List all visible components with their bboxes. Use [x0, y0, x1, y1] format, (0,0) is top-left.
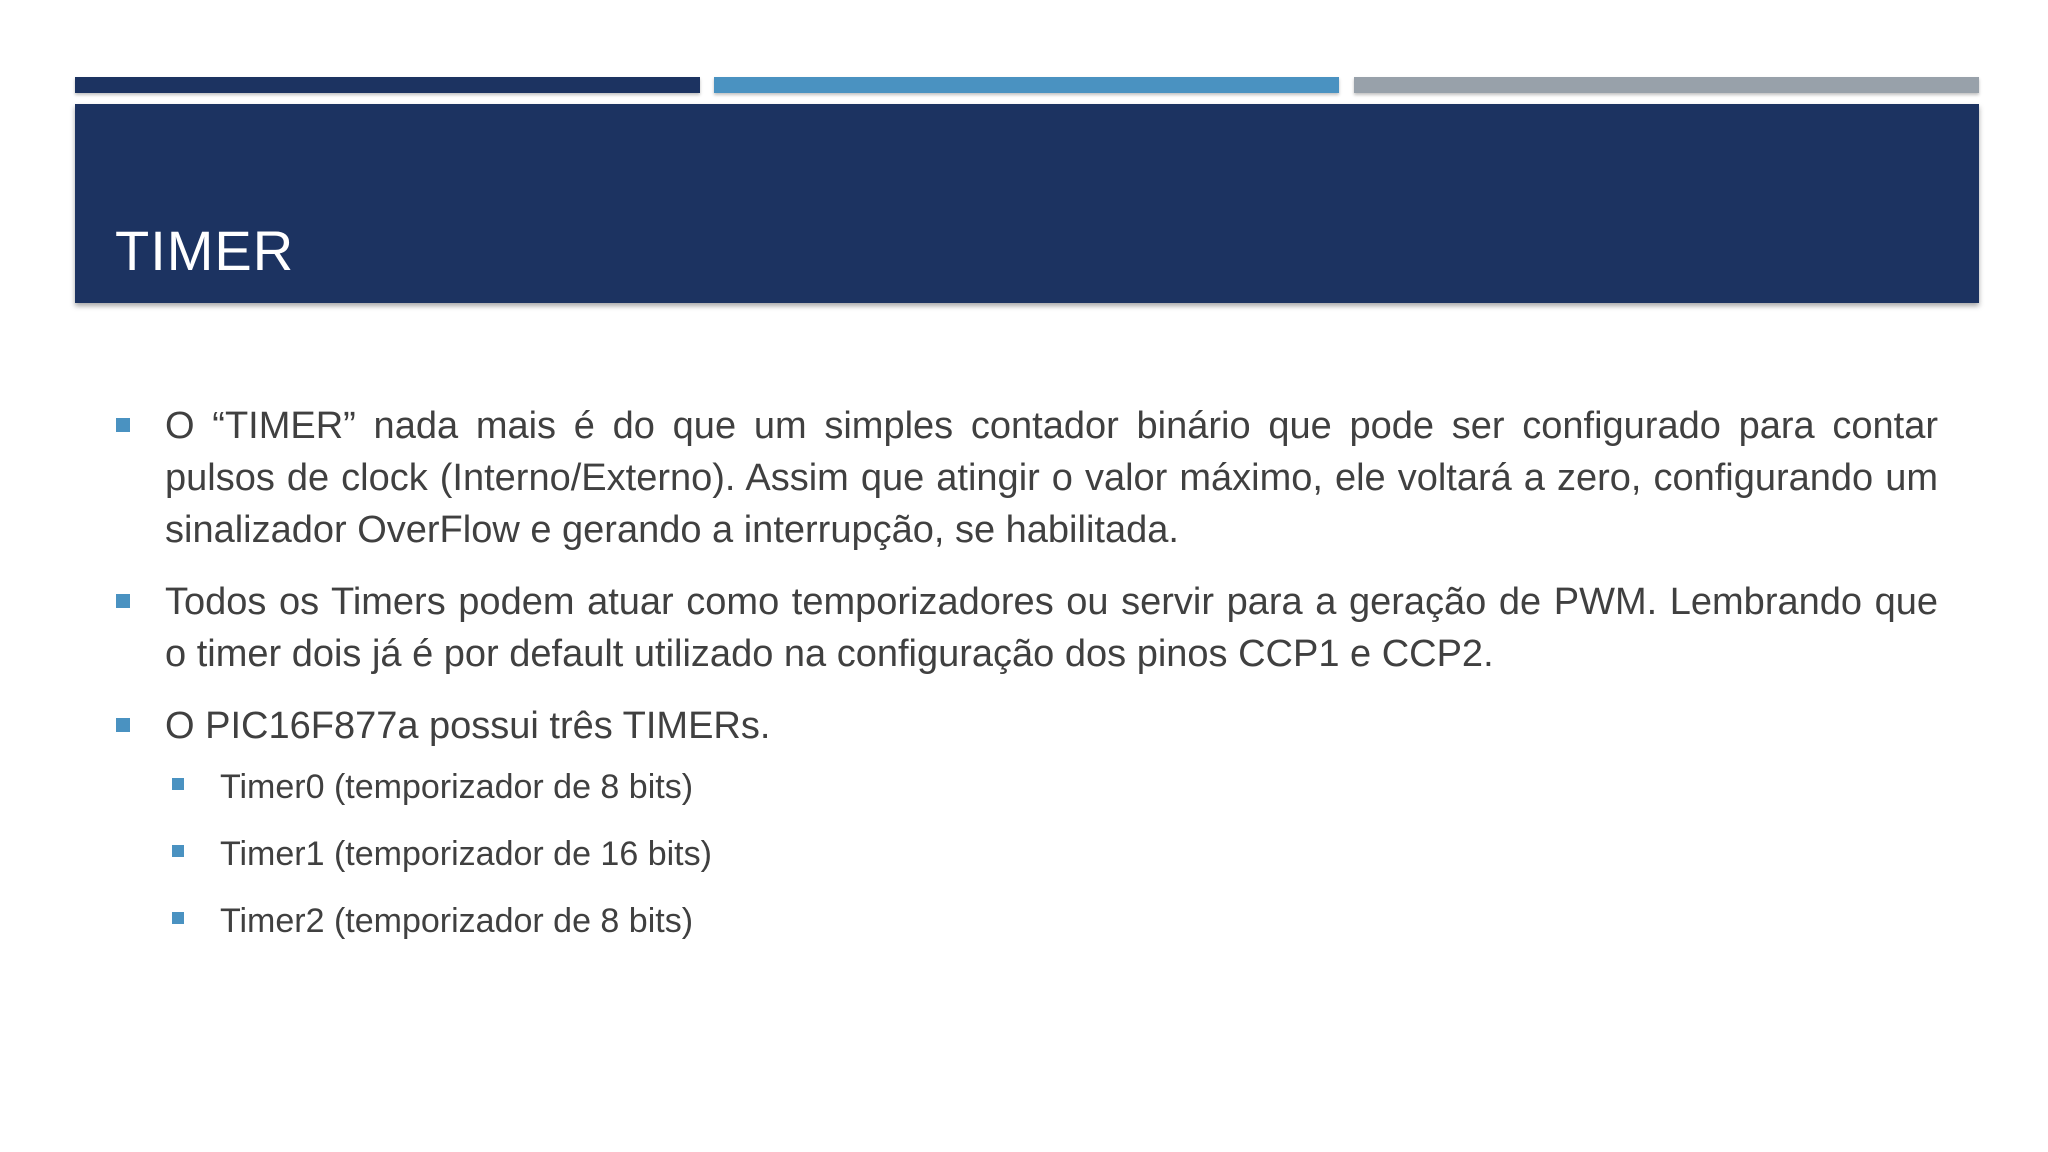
- sub-bullet-text: Timer2 (temporizador de 8 bits): [220, 902, 694, 940]
- square-bullet-icon: [172, 912, 184, 924]
- sub-bullet-item: [115, 764, 1938, 810]
- square-bullet-icon: [172, 778, 184, 790]
- bullet-text: Todos os Timers podem atuar como temporizadores ou servir para a geração de PWM. Lembrando que o timer dois já é por default utilizado na configuração dos pinos CCP1 e CCP2.: [165, 581, 1938, 675]
- bullet-item: [115, 576, 1938, 680]
- slide-content: [115, 400, 1938, 965]
- accent-bar-navy: [75, 77, 700, 93]
- bullet-text: O PIC16F877a possui três TIMERs.: [165, 705, 771, 747]
- bullet-item: [115, 400, 1938, 556]
- title-band: [75, 104, 1979, 303]
- accent-bar-gray: [1354, 77, 1979, 93]
- sub-bullet-text: Timer0 (temporizador de 8 bits): [220, 768, 694, 806]
- square-bullet-icon: [116, 594, 130, 608]
- square-bullet-icon: [172, 845, 184, 857]
- square-bullet-icon: [116, 418, 130, 432]
- bullet-item: [115, 700, 1938, 752]
- sub-bullet-item: [115, 831, 1938, 877]
- square-bullet-icon: [116, 718, 130, 732]
- bullet-text: O “TIMER” nada mais é do que um simples contador binário que pode ser configurado para contar pulsos de clock (Interno/Externo). Assim que atingir o valor máximo, ele voltará a zero, configurando um sinalizador OverFlow e gerando a interrupção, se habilitada.: [165, 405, 1938, 551]
- sub-bullet-text: Timer1 (temporizador de 16 bits): [220, 835, 712, 873]
- accent-bar-blue: [714, 77, 1339, 93]
- sub-bullet-item: [115, 898, 1938, 944]
- slide-title: TIMER: [115, 219, 295, 282]
